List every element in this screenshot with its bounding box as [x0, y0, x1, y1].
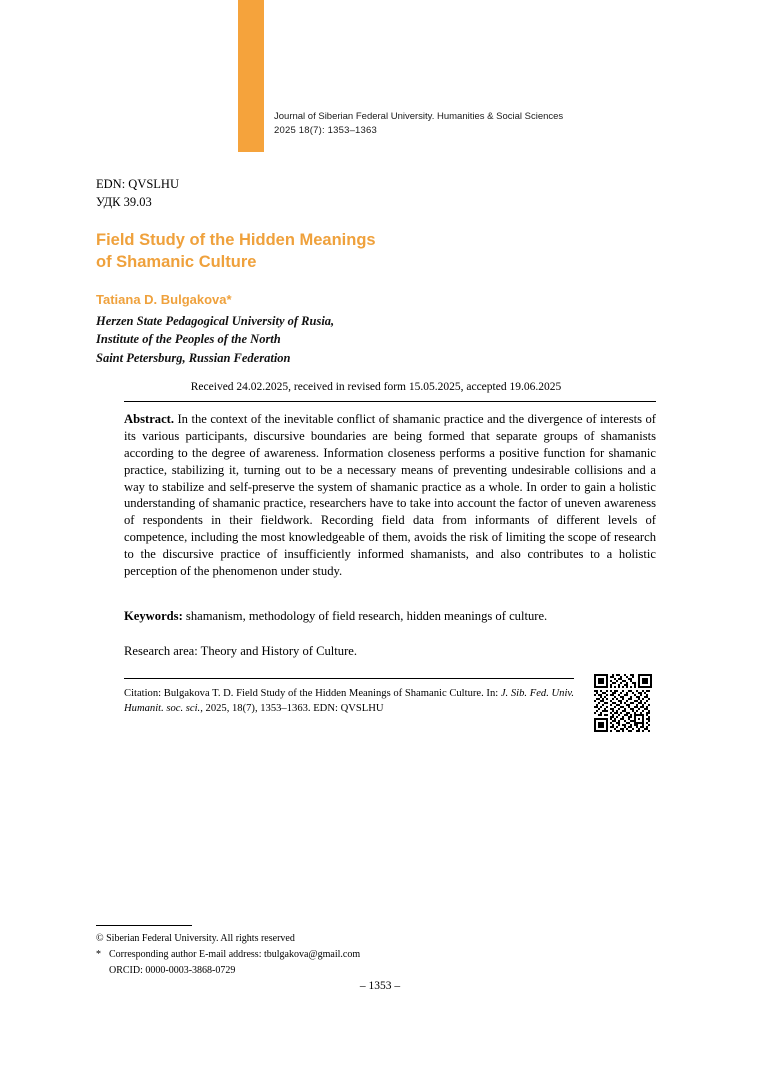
header-accent-bar	[238, 0, 264, 152]
abstract-text: In the context of the inevitable conflict of shamanic practice and the divergence of interests of its various participants, discursive boundaries are being formed that separate groups of shamanists according to the degree of awareness. Information closeness performs a positive function for shamanic practice, stabilizing it, turning out to be a necessary means of preventing undesirable collisions and a way to stabilize and self-preserve the system of shamanic practice as a whole. In order to gain a holistic understanding of shamanic practice, researchers have to take into account the factor of uneven awareness of respondents in their fieldwork. Recording field data from informants of different levels of competence, including the most knowledgeable of them, avoids the risk of limiting the scope of research to the discursive practice of insufficiently informed shamanists, and also contributes to a holistic perception of the phenomenon under study.	[124, 412, 656, 578]
citation-suffix: , 2025, 18(7), 1353–1363. EDN: QVSLHU	[200, 703, 384, 715]
corresponding-author-marker: *	[96, 949, 101, 960]
abstract-divider	[124, 401, 656, 402]
identifiers-block	[96, 175, 179, 211]
research-area-text: Research area: Theory and History of Culture.	[124, 644, 358, 658]
page-title-line1: Field Study of the Hidden Meanings	[96, 231, 376, 249]
page-number: – 1353 –	[359, 980, 401, 992]
keywords-label: Keywords:	[124, 609, 183, 623]
footer-divider	[96, 925, 192, 926]
udk-text: УДК 39.03	[96, 195, 152, 210]
footer-notes	[96, 931, 636, 979]
citation-journal-name: J. Sib. Fed. Univ. Humanit. soc. sci.	[124, 688, 574, 715]
citation-divider	[124, 678, 574, 679]
orcid-note: ORCID: 0000-0003-3868-0729	[109, 965, 236, 976]
affiliation-line-2: Institute of the Peoples of the North	[96, 332, 281, 347]
citation-prefix: Citation: Bulgakova T. D. Field Study of the Hidden Meanings of Shamanic Culture. In:	[124, 688, 501, 699]
citation-block	[124, 686, 574, 717]
affiliation-line-3: Saint Petersburg, Russian Federation	[96, 350, 291, 365]
qr-code-icon	[594, 674, 652, 732]
abstract-label: Abstract.	[124, 412, 175, 426]
journal-issue-line: 2025 18(7): 1353–1363	[274, 125, 377, 137]
edn-text: EDN: QVSLHU	[96, 177, 179, 191]
corresponding-author-note: Corresponding author E-mail address: tbulgakova@gmail.com	[109, 949, 361, 960]
keywords-block	[124, 608, 656, 625]
journal-title-line: Journal of Siberian Federal University. Humanities & Social Sciences	[274, 111, 564, 122]
author-affiliation	[96, 312, 576, 367]
author-name: Tatiana D. Bulgakova*	[96, 292, 232, 307]
keywords-text: shamanism, methodology of field research, hidden meanings of culture.	[182, 609, 548, 623]
received-dates: Received 24.02.2025, received in revised form 15.05.2025, accepted 19.06.2025	[190, 381, 562, 393]
corresponding-author-row	[96, 947, 636, 963]
affiliation-line-1: Herzen State Pedagogical University of Rusia,	[96, 314, 335, 328]
copyright-note: © Siberian Federal University. All rights reserved	[96, 933, 295, 944]
journal-masthead	[274, 110, 674, 139]
page-title-line2: of Shamanic Culture	[96, 253, 257, 272]
page-title	[96, 229, 636, 274]
abstract-block	[124, 411, 656, 580]
